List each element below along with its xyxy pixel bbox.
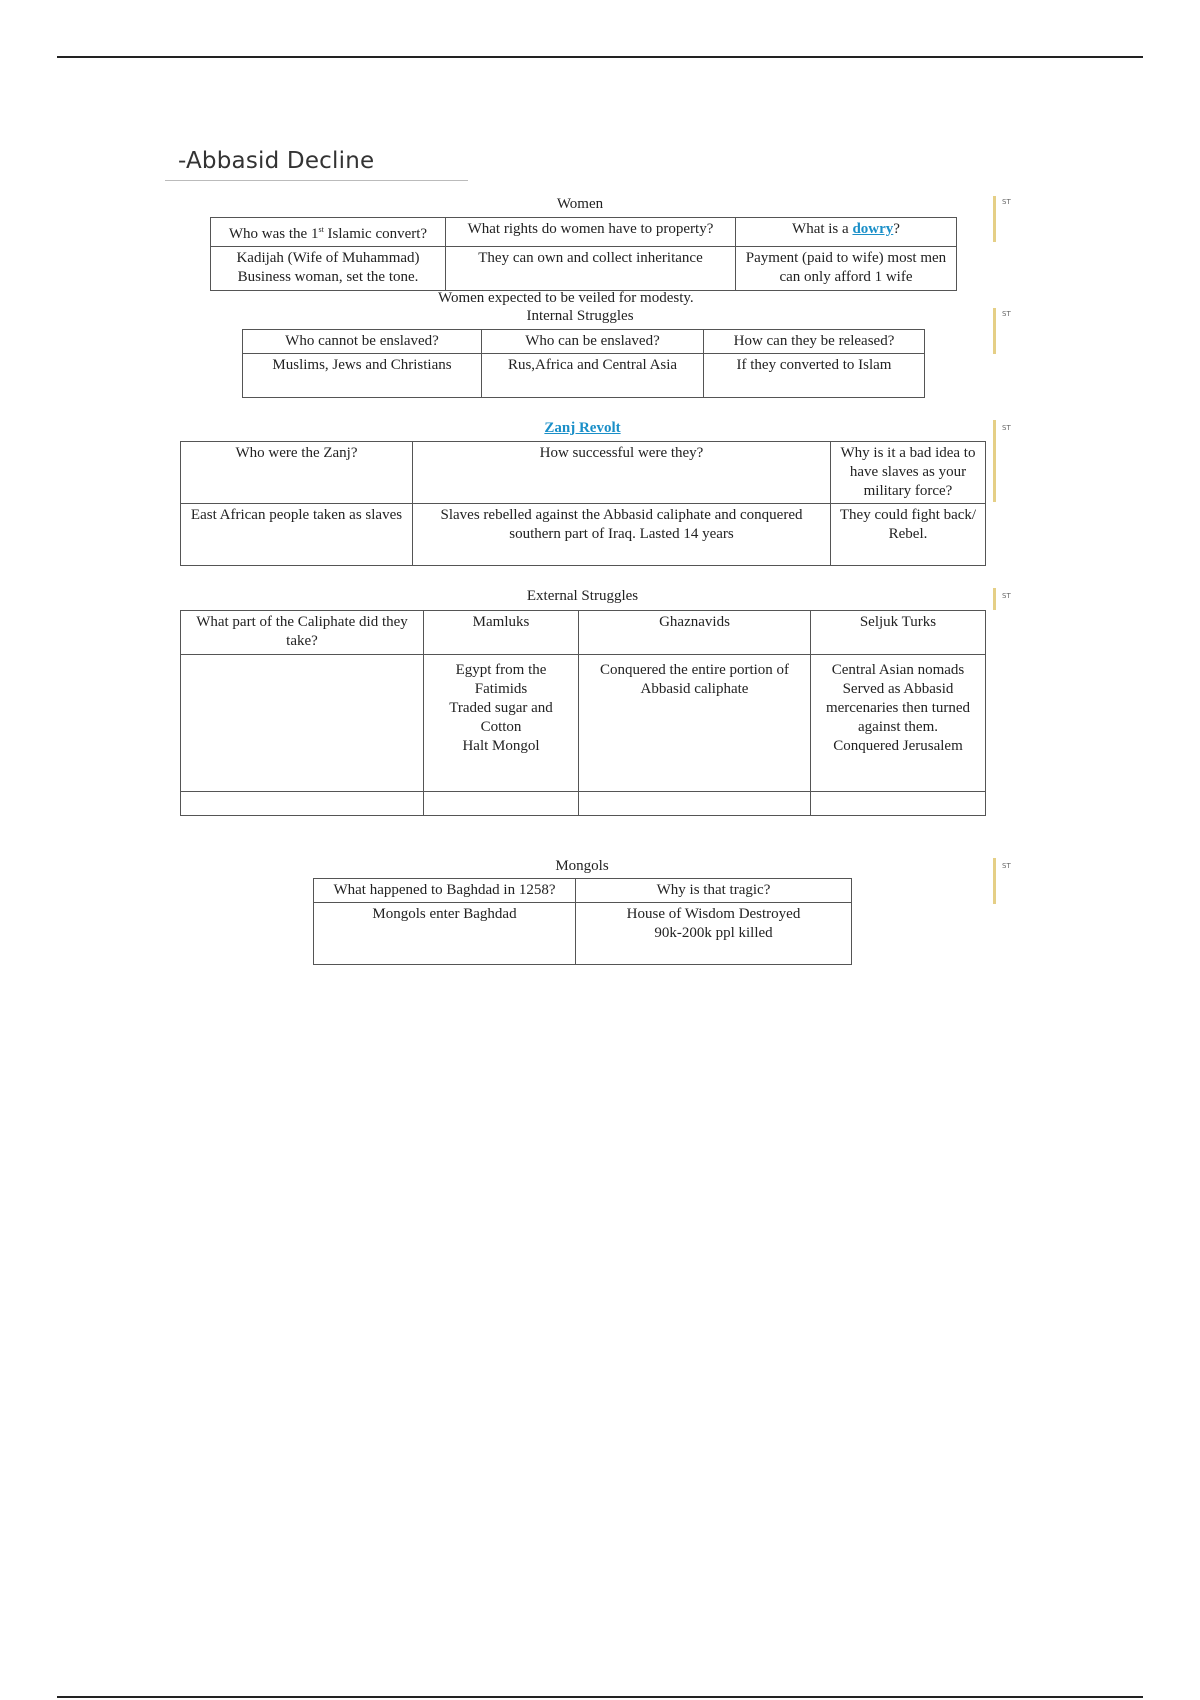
women-note: Women expected to be veiled for modesty. [438,290,694,306]
table-row [243,330,925,354]
footer-rule [57,1696,1143,1698]
table-cell: What is a dowry? [736,218,957,247]
mongols-table [313,878,852,965]
table-cell: They can own and collect inheritance [446,247,736,291]
table-cell: Who can be enslaved? [482,330,704,354]
mongols-caption: Mongols [555,858,609,874]
external-table [180,610,986,816]
table-cell: Rus,Africa and Central Asia [482,354,704,398]
table-cell [579,792,811,816]
table-cell: Slaves rebelled against the Abbasid caliphate and conquered southern part of Iraq. Lasted 14 years [413,504,831,566]
table-row [211,218,957,247]
table-cell: What part of the Caliphate did they take? [181,611,424,655]
table-row [314,903,852,965]
table-cell: Seljuk Turks [811,611,986,655]
header-rule [57,56,1143,58]
comment-tag: ST [1002,424,1011,432]
table-cell: How can they be released? [704,330,925,354]
table-row [181,442,986,504]
table-row [181,504,986,566]
internal-table [242,329,925,398]
table-row [243,354,925,398]
table-cell: Who cannot be enslaved? [243,330,482,354]
comment-tag: ST [1002,592,1011,600]
table-cell: Who was the 1st Islamic convert? [211,218,446,247]
table-cell: If they converted to Islam [704,354,925,398]
table-cell: Who were the Zanj? [181,442,413,504]
table-cell: How successful were they? [413,442,831,504]
internal-caption: Internal Struggles [526,308,634,324]
table-cell: Why is it a bad idea to have slaves as your military force? [831,442,986,504]
women-caption: Women [556,196,604,212]
table-cell: They could fight back/ Rebel. [831,504,986,566]
table-row [181,792,986,816]
comment-tag: ST [1002,310,1011,318]
table-cell: What rights do women have to property? [446,218,736,247]
table-cell: House of Wisdom Destroyed 90k-200k ppl killed [576,903,852,965]
table-cell: Conquered the entire portion of Abbasid caliphate [579,655,811,792]
zanj-table [180,441,986,566]
table-cell: Central Asian nomads Served as Abbasid mercenaries then turned against them. Conquered Jerusalem [811,655,986,792]
table-cell: Kadijah (Wife of Muhammad) Business woman, set the tone. [211,247,446,291]
table-cell: Mongols enter Baghdad [314,903,576,965]
table-cell: Ghaznavids [579,611,811,655]
comment-tag: ST [1002,198,1011,206]
table-cell [181,655,424,792]
comment-marker [993,420,996,502]
external-caption: External Struggles [526,588,639,604]
comment-marker [993,588,996,610]
table-row [181,611,986,655]
page-title: -Abbasid Decline [178,148,375,174]
dowry-link[interactable]: dowry [852,221,894,237]
comment-marker [993,196,996,242]
zanj-revolt-link[interactable]: Zanj Revolt [544,420,621,436]
title-underline [165,180,468,181]
table-cell: Why is that tragic? [576,879,852,903]
comment-tag: ST [1002,862,1011,870]
table-cell: East African people taken as slaves [181,504,413,566]
table-cell: Egypt from the Fatimids Traded sugar and Cotton Halt Mongol [424,655,579,792]
table-row [211,247,957,291]
table-cell: Muslims, Jews and Christians [243,354,482,398]
table-row [181,655,986,792]
comment-marker [993,858,996,904]
table-cell: Payment (paid to wife) most men can only afford 1 wife [736,247,957,291]
table-cell [811,792,986,816]
comment-marker [993,308,996,354]
table-cell: What happened to Baghdad in 1258? [314,879,576,903]
table-cell [181,792,424,816]
table-row [314,879,852,903]
table-cell [424,792,579,816]
women-table [210,217,957,291]
table-cell: Mamluks [424,611,579,655]
